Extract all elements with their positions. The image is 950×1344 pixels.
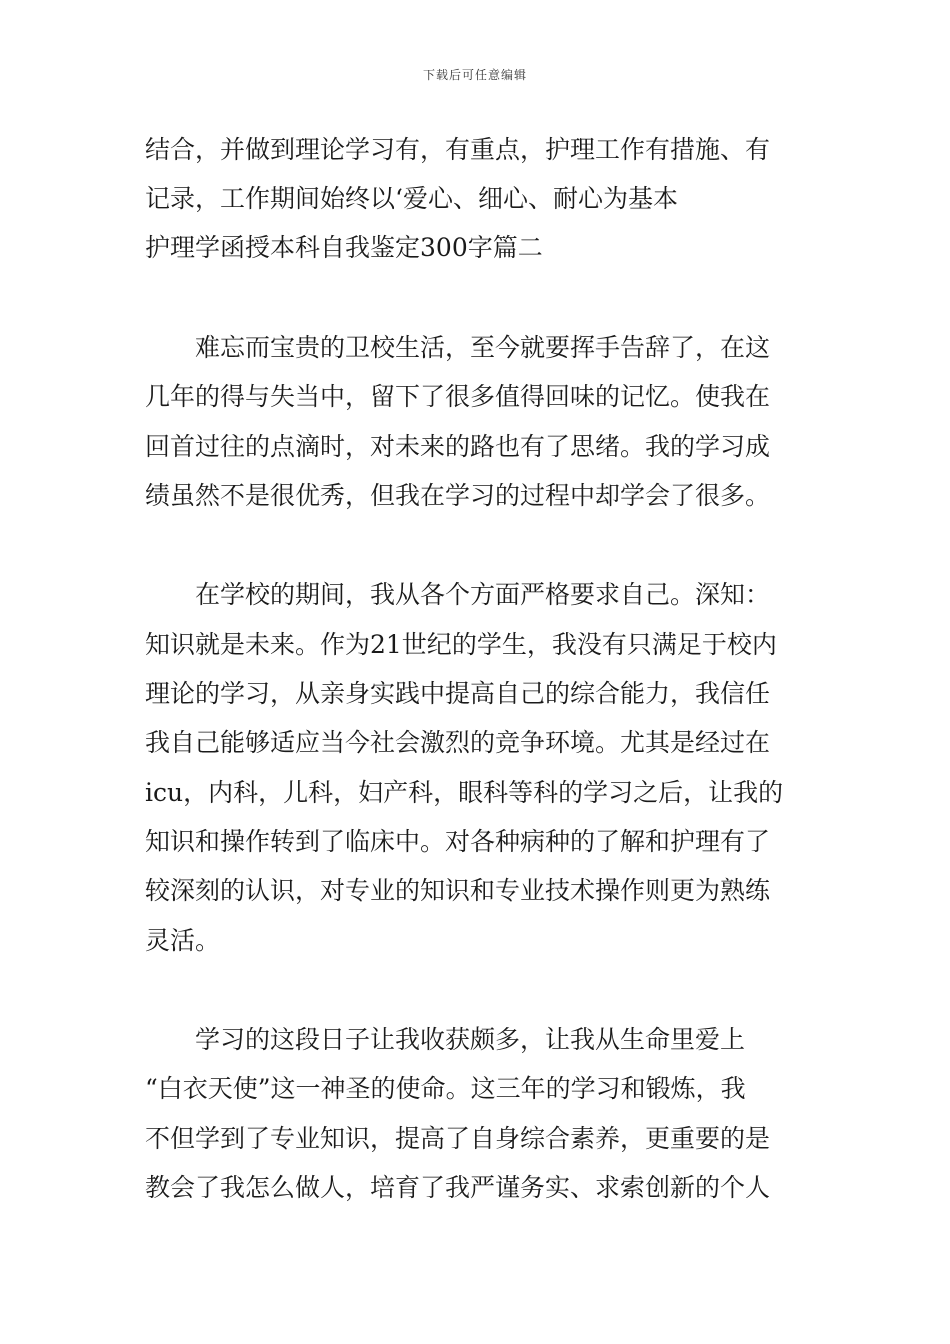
text-line: 绩虽然不是很优秀，但我在学习的过程中却学会了很多。 — [145, 481, 771, 510]
text-line: 记录，工作期间始终以‘爱心、细心、耐心为基本 — [145, 184, 678, 213]
text-line: icu，内科，儿科，妇产科，眼科等科的学习之后，让我的 — [145, 778, 784, 807]
text-line: 难忘而宝贵的卫校生活，至今就要挥手告辞了，在这 — [145, 333, 771, 362]
page-header: 下载后可任意编辑 — [422, 68, 527, 82]
text-line: 理论的学习，从亲身实践中提高自己的综合能力，我信任 — [145, 679, 771, 708]
text-line: “白衣天使”这一神圣的使命。这三年的学习和锻炼，我 — [145, 1074, 746, 1103]
text-line: 我自己能够适应当今社会激烈的竞争环境。尤其是经过在 — [145, 728, 771, 757]
text-line: 几年的得与失当中，留下了很多值得回味的记忆。使我在 — [145, 382, 771, 411]
text-line: 知识和操作转到了临床中。对各种病种的了解和护理有了 — [145, 827, 771, 856]
text-line: 回首过往的点滴时，对未来的路也有了思绪。我的学习成 — [145, 432, 771, 461]
text-line: 不但学到了专业知识，提高了自身综合素养，更重要的是 — [145, 1124, 771, 1153]
text-line: 在学校的期间，我从各个方面严格要求自己。深知： — [145, 580, 771, 609]
text-line: 护理学函授本科自我鉴定300字篇二 — [145, 233, 543, 262]
text-line: 知识就是未来。作为21世纪的学生，我没有只满足于校内 — [145, 630, 777, 659]
text-line: 学习的这段日子让我收获颇多，让我从生命里爱上 — [145, 1025, 746, 1054]
text-line: 较深刻的认识，对专业的知识和专业技术操作则更为熟练 — [145, 876, 771, 905]
text-line: 结合，并做到理论学习有，有重点，护理工作有措施、有 — [145, 135, 771, 164]
text-line: 教会了我怎么做人，培育了我严谨务实、求索创新的个人 — [145, 1173, 771, 1202]
text-line: 灵活。 — [145, 926, 221, 955]
